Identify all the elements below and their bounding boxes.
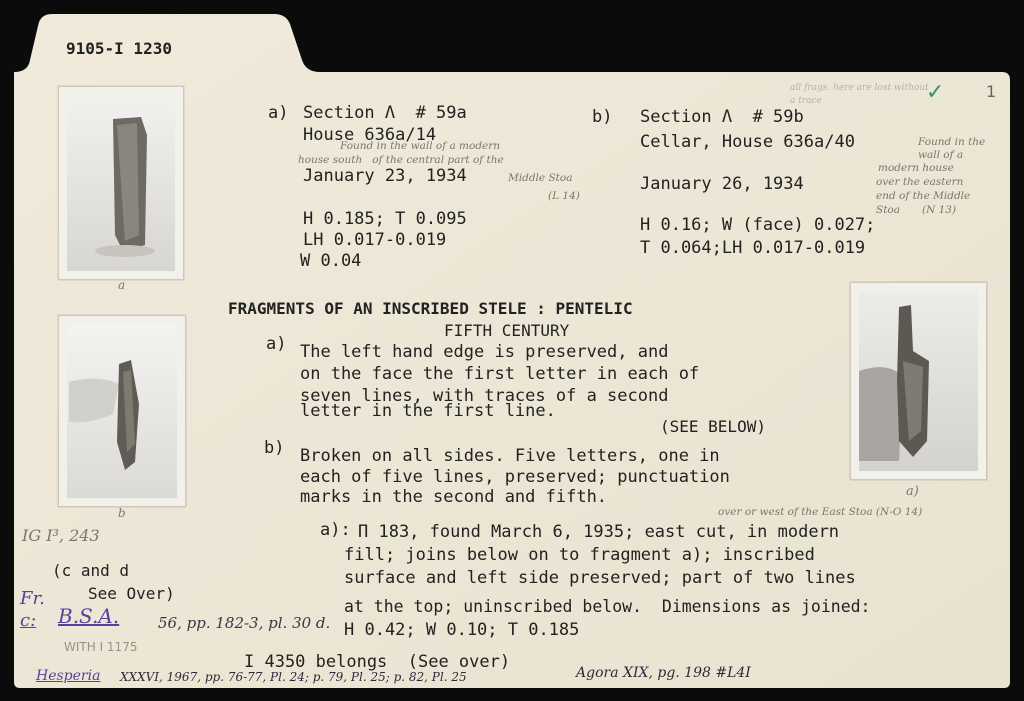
section-a-date: January 23, 1934 — [303, 166, 467, 186]
photo-fragment-b-side — [58, 315, 186, 507]
section-a-hand-ref: (L 14) — [548, 190, 580, 202]
photo-label-c: a) — [906, 484, 919, 499]
desc-b-label: b) — [264, 438, 285, 458]
section-b-house: Cellar, House 636a/40 — [640, 132, 855, 152]
desc-a2-line-3: surface and left side preserved; part of two lines — [344, 568, 856, 588]
desc-a-line-1: The left hand edge is preserved, and — [300, 342, 669, 362]
hesperia-reference: XXXVI, 1967, pp. 76-77, Pl. 24; p. 79, Pl. 25; p. 82, Pl. 25 — [120, 670, 467, 684]
section-a-house: House 636a/14 — [303, 125, 437, 145]
section-a-dims-1: H 0.185; T 0.095 — [303, 209, 467, 229]
section-b-hand-note-5: end of the Middle — [876, 190, 971, 202]
heading: FRAGMENTS OF AN INSCRIBED STELE : PENTELIC — [228, 299, 633, 318]
section-b-dims-1: H 0.16; W (face) 0.027; — [640, 215, 876, 235]
desc-a-line-4: letter in the first line. — [300, 401, 556, 421]
desc-a-line-3: seven lines, with traces of a second — [300, 386, 669, 406]
desc-a2-line-4: at the top; uninscribed below. Dimensions as joined: — [344, 597, 871, 616]
section-a-hand-note-1: Found in the wall of a modern — [340, 140, 501, 152]
section-a-hand-note-3: Middle Stoa — [508, 172, 573, 184]
photo-label-b: b — [118, 506, 126, 520]
hesperia-label: Hesperia — [36, 668, 101, 684]
section-b-hand-note-6: Stoa — [876, 204, 900, 216]
desc-b-line-1: Broken on all sides. Five letters, one in — [300, 446, 720, 466]
desc-a2-line-1: Π 183, found March 6, 1935; east cut, in modern — [358, 522, 840, 542]
corner-note: all frags. here are lost without a trace — [790, 83, 929, 106]
photo-label-a: a — [118, 278, 126, 292]
section-a-label: a) — [268, 103, 289, 123]
desc-b-line-3: marks in the second and fifth. — [300, 487, 608, 507]
desc-a-line-2: on the face the first letter in each of — [300, 364, 700, 384]
with-note: WITH I 1175 — [64, 640, 138, 654]
photo-fragment-a-side — [58, 86, 184, 280]
section-b-hand-note-1: Found in the — [918, 136, 986, 148]
desc-a2-hand-note: over or west of the East Stoa (N-O 14) — [718, 506, 923, 518]
desc-a2-line-2: fill; joins below on to fragment a); inscribed — [344, 545, 815, 565]
corner-number: 1 — [986, 82, 997, 101]
section-b-hand-ref: (N 13) — [922, 204, 957, 216]
section-b-hand-note-3: modern house — [878, 162, 954, 174]
bsa-reference: 56, pp. 182-3, pl. 30 d. — [158, 614, 331, 632]
check-mark-icon: ✓ — [926, 80, 945, 105]
section-b-date: January 26, 1934 — [640, 174, 804, 194]
see-over-note-2: See Over) — [88, 584, 175, 603]
c-note: c: — [20, 610, 37, 631]
photo-fragment-joined — [850, 282, 987, 480]
desc-a-see-below: (SEE BELOW) — [660, 417, 766, 436]
desc-a2-label: a): — [320, 520, 351, 540]
tab-label: 9105-I 1230 — [66, 39, 172, 58]
ig-reference: IG I³, 243 — [22, 526, 100, 545]
section-b-hand-note-4: over the eastern — [876, 176, 964, 188]
fr-note: Fr. — [20, 588, 45, 609]
desc-a2-line-5: H 0.42; W 0.10; T 0.185 — [344, 620, 580, 640]
belongs-note: I 4350 belongs (See over) — [244, 652, 511, 672]
section-a-hand-note-2: house south of the central part of the — [298, 154, 504, 166]
section-b-dims-2: T 0.064;LH 0.017-0.019 — [640, 238, 866, 258]
section-b-hand-note-2: wall of a — [918, 149, 964, 161]
section-a-dims-2: LH 0.017-0.019 — [303, 230, 447, 250]
see-over-note-1: (c and d — [52, 561, 130, 580]
section-b-label: b) — [592, 107, 613, 127]
bsa-note: B.S.A. — [58, 604, 120, 628]
agora-reference: Agora XIX, pg. 198 #L4I — [576, 665, 751, 681]
desc-a-label: a) — [266, 334, 287, 354]
section-a-dims-3: W 0.04 — [300, 251, 362, 271]
section-b-number: Section Λ # 59b — [640, 107, 804, 127]
desc-b-line-2: each of five lines, preserved; punctuation — [300, 467, 730, 487]
section-a-number: Section Λ # 59a — [303, 103, 467, 123]
subheading: FIFTH CENTURY — [444, 321, 570, 340]
